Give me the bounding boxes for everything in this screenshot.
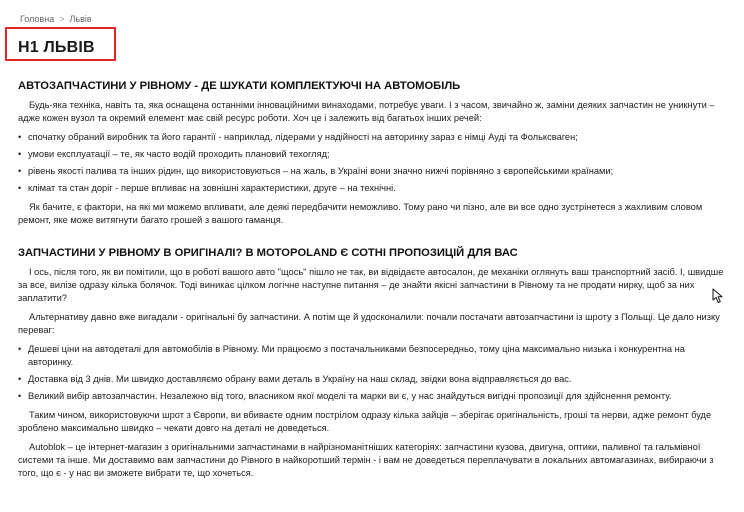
breadcrumb-separator: >: [59, 14, 65, 24]
section-2-paragraph-2: Альтернативу давно вже вигадали - оригінальні бу запчастини. А потім ще й удосконалили: почали постачати автозапчастини із шроту з Польщі. Це дало низку переваг:: [18, 312, 720, 335]
section-2-list: [18, 343, 724, 403]
section-1-intro: Будь-яка техніка, навіть та, яка оснащена останніми інноваційними винаходами, потребує уваги. І з часом, звичайно ж, заміни деяких запчастин не уникнути – адже кожен вузол та окремий елемент має свій ресурс роботи. Хоч це і залежить від багатьох інших речей:: [18, 100, 715, 123]
article-content: [18, 80, 724, 486]
list-item: • клімат та стан доріг - перше впливає на зовнішні характеристики, друге – на технічні.: [18, 182, 724, 195]
mouse-pointer-icon: [712, 288, 726, 304]
list-item: • Дешеві ціни на автодеталі для автомобілів в Рівному. Ми працюємо з постачальниками безпосередньо, тому ціна максимально низька і конкурентна на авторинку.: [18, 343, 724, 369]
breadcrumb-current: Львів: [69, 14, 92, 24]
section-2-heading: ЗАПЧАСТИНИ У РІВНОМУ В ОРИГІНАЛІ? В MOTOPOLAND Є СОТНІ ПРОПОЗИЦІЙ ДЛЯ ВАС: [18, 247, 518, 259]
list-item: • умови експлуатації – те, як часто водій проходить плановий техогляд;: [18, 148, 724, 161]
breadcrumb: [20, 14, 92, 24]
section-1-outro: Як бачите, є фактори, на які ми можемо впливати, але деякі передбачити неможливо. Тому рано чи пізно, але ви все одно зустрінетеся з жахливим словом ремонт, яке може витягнути багато грошей з вашого гаманця.: [18, 202, 703, 225]
section-1-heading: АВТОЗАПЧАСТИНИ У РІВНОМУ - ДЕ ШУКАТИ КОМПЛЕКТУЮЧІ НА АВТОМОБІЛЬ: [18, 80, 461, 92]
page-title: H1 ЛЬВІВ: [18, 39, 95, 56]
list-item: • рівень якості палива та інших рідин, що використовуються – на жаль, в Україні вони значно нижчі порівняно з європейськими країнами;: [18, 165, 724, 178]
list-item: • Доставка від 3 днів. Ми швидко доставляємо обрану вами деталь в Україну на наш склад, звідки вона відправляється до вас.: [18, 373, 724, 386]
list-item: • спочатку обраний виробник та його гарантії - наприклад, лідерами у надійності на авторинку зараз є німці Ауді та Фольксваген;: [18, 131, 724, 144]
section-1-list: [18, 131, 724, 195]
list-item: • Великий вибір автозапчастин. Незалежно від того, власником якої моделі та марки ви є, у нас знайдуться вигідні пропозиції для здійснення ремонту.: [18, 390, 724, 403]
section-2-paragraph-4: Autoblok – це інтернет-магазин з оригінальними запчастинами в найрізноманітніших категоріях: запчастини кузова, двигуна, оптики, паливної та гальмівної системи та інше. Ми доставимо вам запчастини до Рівного в найкоротший термін - і вам не доведеться переплачувати в локальних автомагазинах, вибираючи з того, що є - у нас ви зможете вибрати те, що хочеться.: [18, 442, 714, 478]
section-2-paragraph-3: Таким чином, використовуючи шрот з Європи, ви вбиваєте одним пострілом одразу кілька зайців – зберігає оригінальність, гроші та нерви, адже ремонт буде зроблено максимально швидко – чекати довго на деталі не доведеться.: [18, 410, 712, 433]
breadcrumb-home-link[interactable]: Головна: [20, 14, 55, 24]
section-spacer: [18, 233, 724, 247]
section-2-paragraph-1: І ось, після того, як ви помітили, що в роботі вашого авто "щось" пішло не так, ви відвідаєте автосалон, де механіки оглянуть ваш транспортний засіб. І, швидше за все, вилізе одразу кілька болячок. Тоді виникає цілком логічне наступне питання – де знайти якісні запчастини в Рівному та не продати нирку, щоб за них заплатити?: [18, 267, 724, 303]
